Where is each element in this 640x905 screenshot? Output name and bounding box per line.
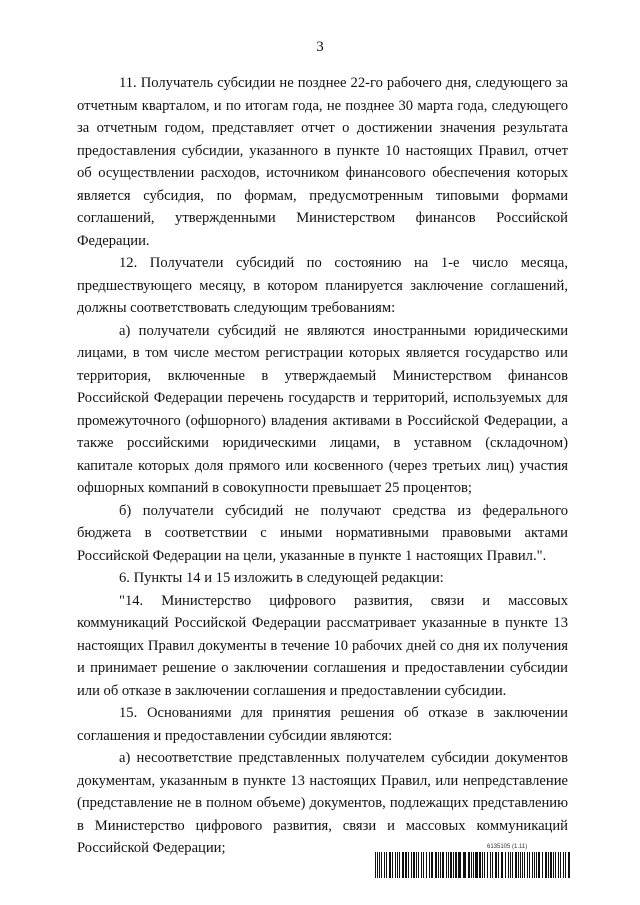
barcode-icon	[375, 852, 571, 878]
paragraph-amendment-6: 6. Пункты 14 и 15 изложить в следующей редакции:	[119, 570, 444, 586]
paragraph-14: "14. Министерство цифрового развития, связи и массовых коммуникаций Российской Федерации рассматривает указанные в пункте 13 настоящих Правил документы в течение 10 рабочих дней со дня их получения и принимает решение о заключении соглашения и предоставлении субсидии или об отказе в заключении соглашения и предоставлении субсидии.	[77, 592, 568, 699]
paragraph-12-b: б) получатели субсидий не получают средства из федерального бюджета в соответствии с иными нормативными правовыми актами Российской Федерации на цели, указанные в пункте 1 настоящих Правил.".	[77, 502, 568, 564]
paragraph-12: 12. Получатели субсидий по состоянию на 1-е число месяца, предшествующего месяцу, в котором планируется заключение соглашений, должны соответствовать следующим требованиям:	[77, 255, 568, 316]
paragraph-15-a: а) несоответствие представленных получателем субсидии документов документам, указанным в пункте 13 настоящих Правил, или непредставление (представление не в полном объеме) документов, подлежащих представлению в Министерство цифрового развития, связи и массовых коммуникаций Российской Федерации;	[77, 750, 568, 856]
paragraph-11: 11. Получатель субсидии не позднее 22-го рабочего дня, следующего за отчетным кварталом, и по итогам года, не позднее 30 марта года, следующего за отчетным годом, представляет отчет о достижении значения результата предоставления субсидии, указанного в пункте 10 настоящих Правил, отчет об осуществлении расходов, источником финансового обеспечения которых является субсидия, по формам, предусмотренным типовыми формами соглашений, утвержденными Министерством финансов Российской Федерации.	[77, 75, 568, 249]
page-number: 3	[316, 39, 324, 55]
paragraph-15: 15. Основаниями для принятия решения об отказе в заключении соглашения и предоставлении субсидии являются:	[77, 705, 568, 744]
document-body	[77, 72, 568, 860]
document-code: 6135105 (1.11)	[487, 844, 528, 850]
paragraph-12-a: а) получатели субсидий не являются иностранными юридическими лицами, в том числе местом регистрации которых является государство или территория, включенные в утверждаемый Министерством финансов Российской Федерации перечень государств и территорий, используемых для промежуточного (офшорного) владения активами в Российской Федерации, а также российскими юридическими лицами, в уставном (складочном) капитале которых доля прямого или косвенного (через третьих лиц) участия офшорных компаний в совокупности превышает 25 процентов;	[77, 322, 568, 496]
